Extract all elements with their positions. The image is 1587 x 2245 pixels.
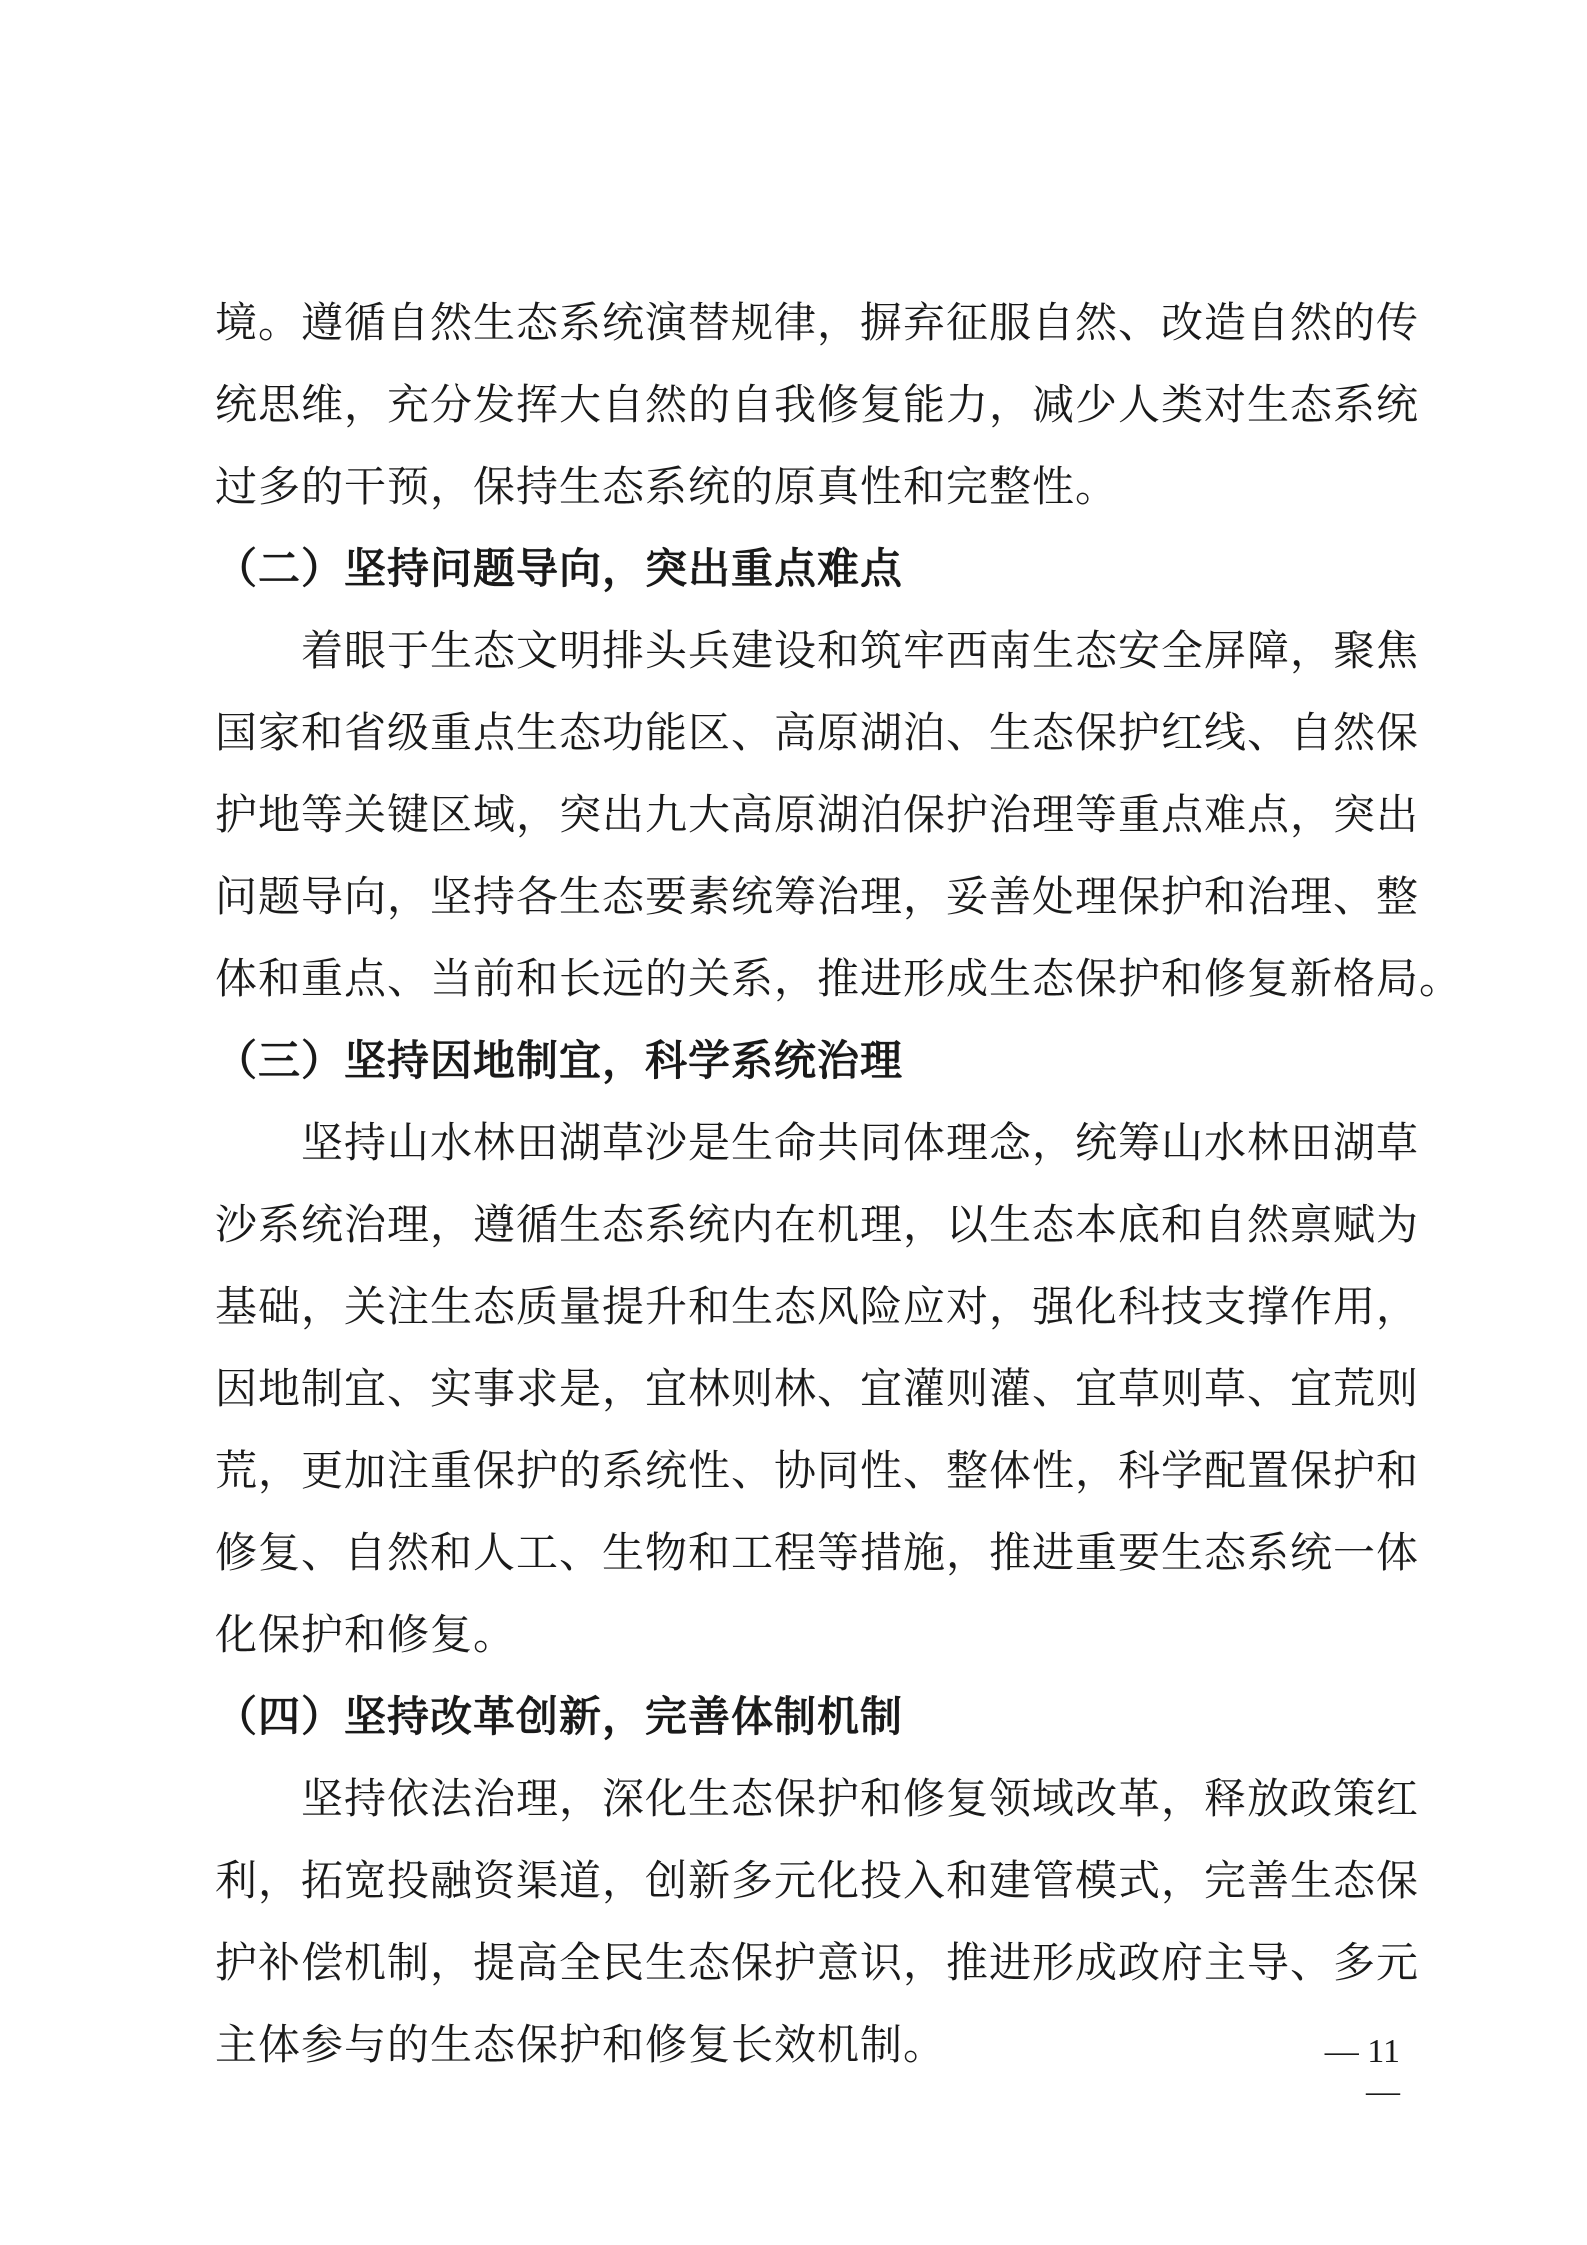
paragraph-line: 国家和省级重点生态功能区、高原湖泊、生态保护红线、自然保 <box>215 708 1420 757</box>
paragraph-line: 利，拓宽投融资渠道，创新多元化投入和建管模式，完善生态保 <box>215 1856 1420 1905</box>
paragraph-line: 着眼于生态文明排头兵建设和筑牢西南生态安全屏障，聚焦 <box>301 626 1420 675</box>
paragraph-line: 护地等关键区域，突出九大高原湖泊保护治理等重点难点，突出 <box>215 790 1420 839</box>
section-heading-3: （三）坚持因地制宜，科学系统治理 <box>215 1036 904 1085</box>
paragraph-line: 过多的干预，保持生态系统的原真性和完整性。 <box>215 462 1119 511</box>
paragraph-line: 境。遵循自然生态系统演替规律，摒弃征服自然、改造自然的传 <box>215 298 1420 347</box>
paragraph-line: 护补偿机制，提高全民生态保护意识，推进形成政府主导、多元 <box>215 1938 1420 1987</box>
paragraph-line: 因地制宜、实事求是，宜林则林、宜灌则灌、宜草则草、宜荒则 <box>215 1364 1420 1413</box>
paragraph-line: 荒，更加注重保护的系统性、协同性、整体性，科学配置保护和 <box>215 1446 1420 1495</box>
paragraph-line: 基础，关注生态质量提升和生态风险应对，强化科技支撑作用， <box>215 1282 1420 1331</box>
paragraph-line: 坚持依法治理，深化生态保护和修复领域改革，释放政策红 <box>301 1774 1420 1823</box>
paragraph-line: 沙系统治理，遵循生态系统内在机理，以生态本底和自然禀赋为 <box>215 1200 1420 1249</box>
document-body <box>215 282 1463 2086</box>
section-heading-4: （四）坚持改革创新，完善体制机制 <box>215 1692 904 1741</box>
section-heading-2: （二）坚持问题导向，突出重点难点 <box>215 544 904 593</box>
paragraph-line: 修复、自然和人工、生物和工程等措施，推进重要生态系统一体 <box>215 1528 1420 1577</box>
paragraph-line: 统思维，充分发挥大自然的自我修复能力，减少人类对生态系统 <box>215 380 1420 429</box>
paragraph-line: 体和重点、当前和长远的关系，推进形成生态保护和修复新格局。 <box>215 954 1463 1003</box>
paragraph-line: 问题导向，坚持各生态要素统筹治理，妥善处理保护和治理、整 <box>215 872 1420 921</box>
paragraph-line: 坚持山水林田湖草沙是生命共同体理念，统筹山水林田湖草 <box>301 1118 1420 1167</box>
paragraph-line: 主体参与的生态保护和修复长效机制。 <box>215 2020 947 2069</box>
page-number: — 11 — <box>1324 2033 1400 2110</box>
paragraph-line: 化保护和修复。 <box>215 1610 517 1659</box>
